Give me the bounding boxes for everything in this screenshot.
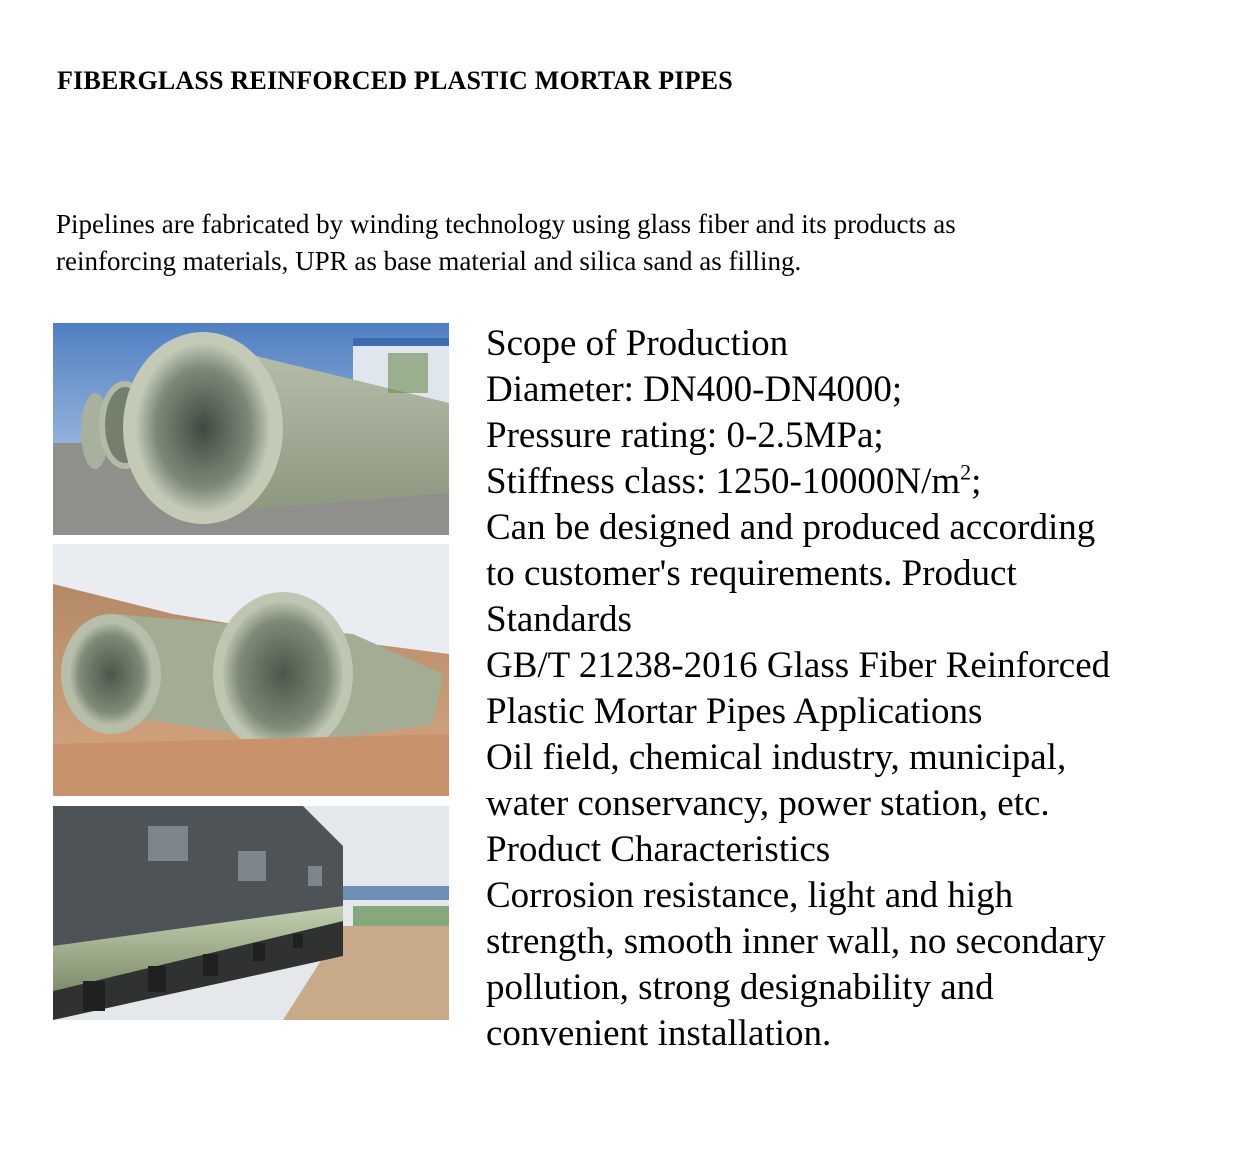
diameter-spec: Diameter: DN400-DN4000;: [486, 369, 903, 410]
intro-line: Pipelines are fabricated by winding technology using glass fiber and its products as: [56, 209, 956, 239]
pipe-stack-yard-photo: [53, 323, 449, 535]
details-line: strength, smooth inner wall, no secondary: [486, 921, 1106, 962]
details-line: GB/T 21238-2016 Glass Fiber Reinforced: [486, 645, 1111, 686]
pressure-spec: Pressure rating: 0-2.5MPa;: [486, 415, 884, 456]
intro-line: reinforcing materials, UPR as base material and silica sand as filling.: [56, 246, 802, 276]
stiffness-exponent: 2: [960, 459, 972, 485]
details-line: Plastic Mortar Pipes Applications: [486, 691, 983, 732]
details-line: Standards: [486, 599, 632, 640]
stiffness-text: Stiffness class: 1250-10000N/m: [486, 461, 961, 502]
details-line: Can be designed and produced according: [486, 507, 1096, 548]
stiffness-spec: [486, 459, 1186, 505]
scope-heading: Scope of Production: [486, 323, 789, 364]
intro-paragraph: [56, 206, 1176, 280]
product-details: [486, 321, 1186, 1057]
stiffness-end: ;: [971, 461, 982, 502]
page-title: FIBERGLASS REINFORCED PLASTIC MORTAR PIPES: [57, 66, 733, 95]
details-line: Corrosion resistance, light and high: [486, 875, 1014, 916]
details-line: pollution, strong designability and: [486, 967, 994, 1008]
details-line: to customer's requirements. Product: [486, 553, 1017, 594]
pipeline-on-supports-photo: [53, 806, 449, 1020]
pipes-on-sand-photo: [53, 544, 449, 796]
characteristics-heading: Product Characteristics: [486, 829, 831, 870]
details-line: Oil field, chemical industry, municipal,: [486, 737, 1067, 778]
details-line: convenient installation.: [486, 1013, 832, 1054]
details-line: water conservancy, power station, etc.: [486, 783, 1050, 824]
